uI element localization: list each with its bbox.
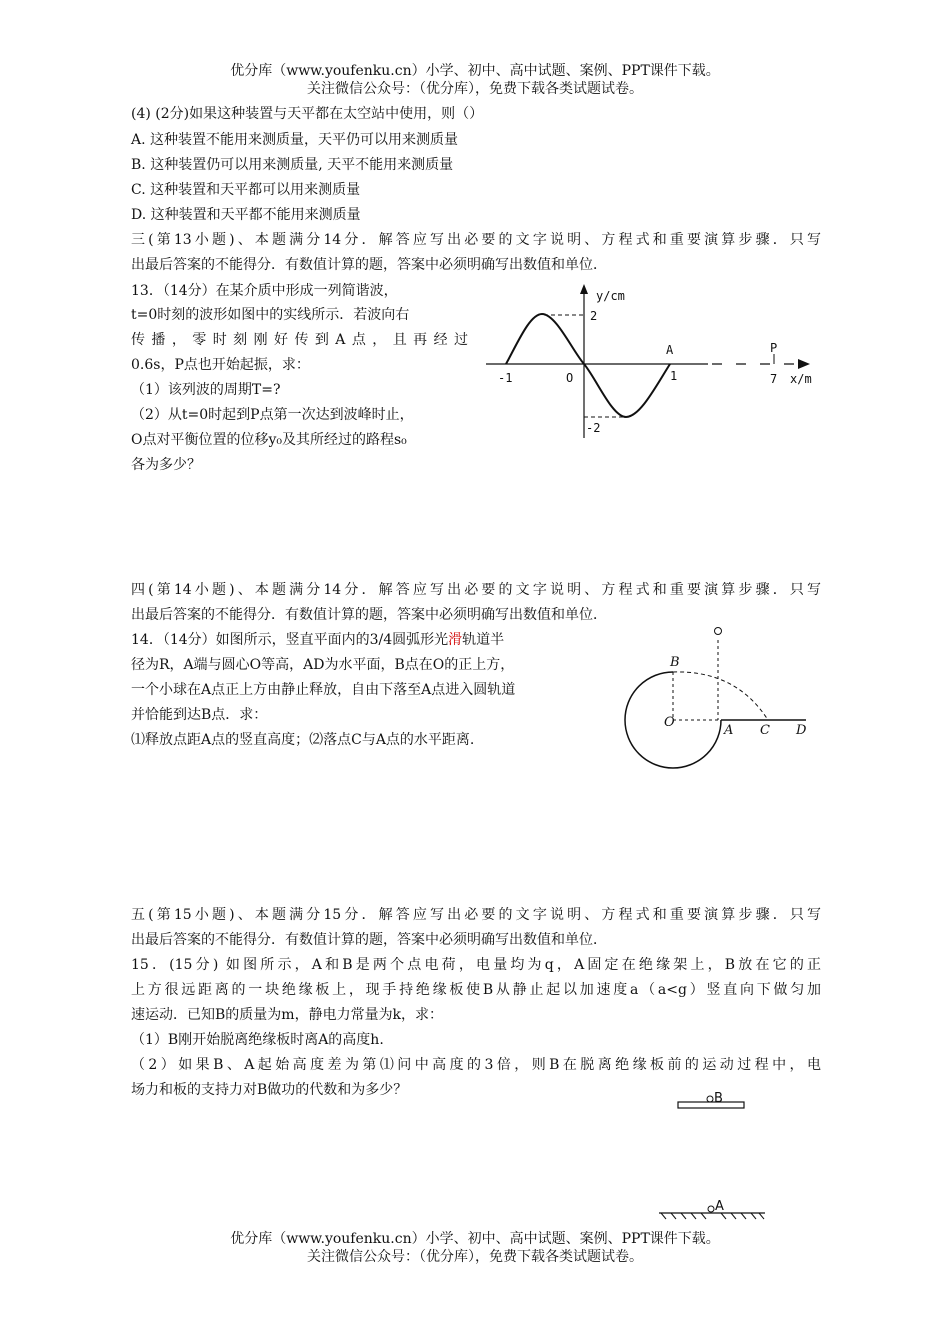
point-p-label: P <box>770 341 778 355</box>
header-line-1: 优分库（www.youfenku.cn）小学、初中、高中试题、案例、PPT课件下载。 <box>230 63 720 79</box>
section4-line-1: 四(第14小题)、本题满分14分．解答应写出必要的文字说明、方程式和重要演算步骤．只写 <box>131 582 821 598</box>
q13-line-6: （2）从t=0时起到P点第一次达到波峰时止， <box>131 407 414 423</box>
q15-line-5: （2）如果B、A起始高度差为第⑴问中高度的3倍，则B在脱离绝缘板前的运动过程中，电 <box>131 1057 821 1073</box>
wave-figure <box>480 282 820 442</box>
q15-line-2: 上方很远距离的一块绝缘板上，现手持绝缘板使B从静止起以加速度a（a<g）竖直向下做匀加 <box>131 982 821 998</box>
label-charge-a: A <box>715 1199 724 1214</box>
q12-4-option-a: A. 这种装置不能用来测质量，天平仍可以用来测质量 <box>131 132 459 148</box>
q13-line-4: 0.6s，P点也开始起振，求： <box>131 357 310 373</box>
footer-line-1: 优分库（www.youfenku.cn）小学、初中、高中试题、案例、PPT课件下载。 <box>230 1231 720 1247</box>
q12-4-stem: (4) (2分)如果这种装置与天平都在太空站中使用，则（） <box>131 106 484 122</box>
header-line-2: 关注微信公众号：（优分库），免费下载各类试题试卷。 <box>307 81 643 97</box>
ground-a-figure <box>655 1196 770 1222</box>
tick-1: 1 <box>670 369 678 383</box>
q15-line-1: 15．(15分) 如图所示，A和B是两个点电荷，电量均为q，A固定在绝缘架上，B放在它的正 <box>131 957 821 973</box>
tick-2: 2 <box>590 309 598 323</box>
circle-track-figure <box>618 622 818 782</box>
q14-line-2: 径为R，A端与圆心O等高，AD为水平面，B点在O的正上方， <box>131 657 515 673</box>
x-axis-arrow <box>798 359 810 369</box>
insulating-board <box>678 1102 744 1108</box>
trajectory <box>673 672 768 720</box>
label-charge-b: B <box>714 1091 723 1106</box>
q12-4-option-b: B. 这种装置仍可以用来测质量, 天平不能用来测质量 <box>131 157 454 173</box>
q12-4-option-d: D. 这种装置和天平都不能用来测质量 <box>131 207 361 223</box>
ball-circle <box>715 628 722 635</box>
q14-line-4: 并恰能到达B点．求： <box>131 707 268 723</box>
charge-b-dot <box>707 1096 713 1102</box>
label-b: B <box>670 655 680 670</box>
q13-line-1: 13．（14分）在某介质中形成一列简谐波， <box>131 283 398 299</box>
tick-neg1: -1 <box>498 371 513 385</box>
section3-line-2: 出最后答案的不能得分．有数值计算的题，答案中必须明确写出数值和单位． <box>131 257 607 273</box>
q13-line-7: O点对平衡位置的位移y₀及其所经过的路程s₀ <box>131 432 407 448</box>
section3-line-1: 三(第13小题)、本题满分14分．解答应写出必要的文字说明、方程式和重要演算步骤．只写 <box>131 232 821 248</box>
q12-4-option-c: C. 这种装置和天平都可以用来测质量 <box>131 182 361 198</box>
wave-curve <box>506 314 670 417</box>
q13-line-5: （1）该列波的周期T=? <box>131 382 281 398</box>
y-axis-arrow <box>580 284 588 294</box>
y-axis-label: y/cm <box>596 289 625 303</box>
q15-line-6: 场力和板的支持力对B做功的代数和为多少？ <box>131 1082 408 1098</box>
label-o: O <box>664 715 675 730</box>
q14-line-5: ⑴释放点距A点的竖直高度；⑵落点C与A点的水平距离. <box>131 732 475 748</box>
q15-line-4: （1）B刚开始脱离绝缘板时离A的高度h. <box>131 1032 384 1048</box>
section4-line-2: 出最后答案的不能得分．有数值计算的题，答案中必须明确写出数值和单位． <box>131 607 607 623</box>
point-a-label: A <box>666 343 674 357</box>
origin-label: O <box>566 371 574 385</box>
insulating-board-figure <box>672 1088 752 1112</box>
x-axis-label: x/m <box>790 372 812 386</box>
section5-line-2: 出最后答案的不能得分．有数值计算的题，答案中必须明确写出数值和单位． <box>131 932 607 948</box>
q13-line-8: 各为多少？ <box>131 457 201 473</box>
tick-7: 7 <box>770 372 778 386</box>
label-c: C <box>760 723 770 738</box>
tick-neg2: -2 <box>586 421 601 435</box>
ground-hatch <box>661 1213 764 1219</box>
q13-line-3: 传播，零时刻刚好传到A点，且再经过 <box>131 332 468 348</box>
charge-a-dot <box>708 1206 714 1212</box>
footer-line-2: 关注微信公众号：（优分库），免费下载各类试题试卷。 <box>307 1249 643 1265</box>
label-a: A <box>724 723 734 738</box>
q14-line-3: 一个小球在A点正上方由静止释放，自由下落至A点进入圆轨道 <box>131 682 516 698</box>
q13-line-2: t=0时刻的波形如图中的实线所示．若波向右 <box>131 307 410 323</box>
q14-line-1: 14．（14分）如图所示，竖直平面内的3/4圆弧形光滑轨道半 <box>131 632 505 648</box>
section5-line-1: 五(第15小题)、本题满分15分．解答应写出必要的文字说明、方程式和重要演算步骤．只写 <box>131 907 821 923</box>
q15-line-3: 速运动．已知B的质量为m，静电力常量为k，求： <box>131 1007 444 1023</box>
label-d: D <box>796 723 807 738</box>
highlight-char: 滑 <box>448 632 463 648</box>
